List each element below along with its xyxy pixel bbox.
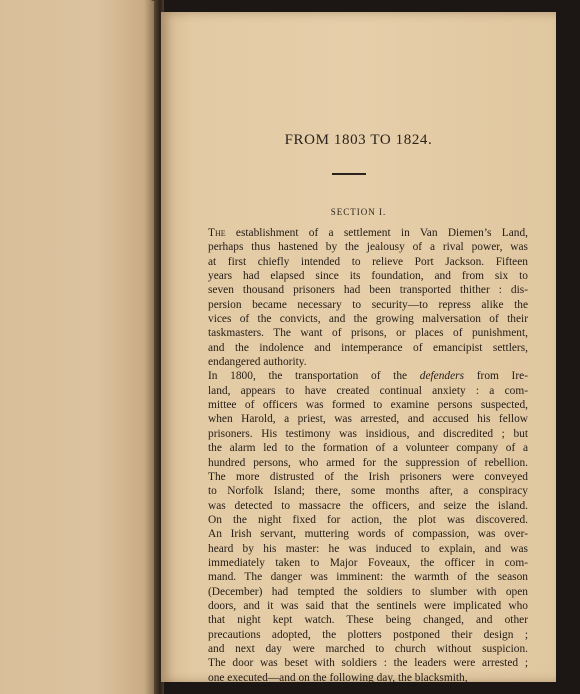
text-segment: doors, and it was said that the sentinels were implicated who [208, 599, 528, 612]
text-line [208, 456, 528, 470]
right-page [161, 12, 556, 682]
text-segment: one executed—and on the following day, the blacksmith, [208, 671, 468, 684]
text-line [208, 441, 528, 455]
text-segment: persion became necessary to security—to repress alike the [208, 298, 528, 311]
text-segment: vices of the convicts, and the growing malversation of their [208, 313, 528, 326]
text-line [208, 499, 528, 513]
text-segment: seven thousand prisoners had been transported thither : dis- [208, 284, 528, 297]
text-segment: immediately taken to Major Foveaux, the officer in com- [208, 556, 528, 569]
text-segment: In 1800, the transportation of the [208, 370, 420, 383]
text-segment: perhaps thus hastened by the jealousy of a rival power, was [208, 241, 528, 254]
text-line [208, 513, 528, 527]
text-line [208, 269, 528, 283]
text-segment: On the night fixed for action, the plot was discovered. [208, 513, 528, 526]
text-line [208, 542, 528, 556]
text-line [208, 369, 528, 383]
text-line [208, 585, 528, 599]
text-segment: that night kept watch. These being changed, and other [208, 614, 528, 627]
text-line [208, 570, 528, 584]
text-segment: endangered authority. [208, 356, 307, 369]
text-line [208, 384, 528, 398]
text-line [208, 642, 528, 656]
text-line [208, 355, 528, 369]
text-line [208, 613, 528, 627]
small-caps-word: The [208, 227, 226, 239]
text-line [208, 484, 528, 498]
text-line [208, 226, 528, 240]
text-line [208, 671, 528, 685]
text-segment: The door was beset with soldiers : the leaders were arrested ; [208, 657, 528, 670]
text-line [208, 556, 528, 570]
text-line [208, 427, 528, 441]
text-line [208, 656, 528, 670]
heading-rule [332, 173, 366, 175]
text-line [208, 599, 528, 613]
text-line [208, 628, 528, 642]
text-line [208, 283, 528, 297]
text-segment: (December) had tempted the soldiers to slumber with open [208, 585, 528, 598]
text-segment: from Ire- [464, 370, 528, 383]
text-segment: heard by his master: he was induced to explain, and was [208, 542, 528, 555]
body-text [208, 226, 528, 685]
text-segment: and next day were marched to church without suspicion. [208, 642, 528, 655]
text-segment: land, appears to have created continual anxiety : a com- [208, 384, 528, 397]
left-page [0, 0, 160, 694]
text-segment: at first chiefly intended to relieve Port Jackson. Fifteen [208, 255, 528, 268]
section-heading: SECTION I. [330, 207, 387, 217]
italic-word: defenders [419, 370, 465, 383]
text-line [208, 240, 528, 254]
text-line [208, 298, 528, 312]
text-line [208, 470, 528, 484]
text-segment: An Irish servant, muttering words of compassion, was over- [208, 528, 528, 541]
text-segment: The more distrusted of the Irish prisoners were conveyed [208, 470, 528, 483]
text-segment: was detected to massacre the officers, and seize the island. [208, 499, 528, 512]
text-line [208, 527, 528, 541]
text-line [208, 312, 528, 326]
text-segment: establishment of a settlement in Van Diemen’s Land, [225, 227, 528, 239]
text-line [208, 255, 528, 269]
text-line [208, 341, 528, 355]
text-line [208, 412, 528, 426]
text-segment: years had elapsed since its foundation, and from six to [208, 270, 528, 283]
text-segment: hundred persons, who armed for the suppression of rebellion. [208, 456, 528, 469]
text-segment: to Norfolk Island; there, some months after, a conspiracy [208, 485, 528, 498]
text-line [208, 398, 528, 412]
text-segment: mand. The danger was imminent: the warmth of the season [208, 571, 528, 584]
text-segment: and the indolence and intemperance of emancipist settlers, [208, 341, 528, 354]
text-segment: taskmasters. The want of prisons, or places of punishment, [208, 327, 528, 340]
text-line [208, 326, 528, 340]
text-segment: prisoners. His testimony was insidious, and discredited ; but [208, 427, 528, 440]
text-segment: the alarm led to the formation of a volunteer company of a [208, 442, 528, 455]
text-segment: when Harold, a priest, was arrested, and accused his fellow [208, 413, 528, 426]
chapter-heading: FROM 1803 TO 1824. [284, 132, 433, 148]
text-segment: precautions adopted, the plotters postponed their design ; [208, 628, 528, 641]
text-segment: mittee of officers was formed to examine persons suspected, [208, 399, 528, 412]
